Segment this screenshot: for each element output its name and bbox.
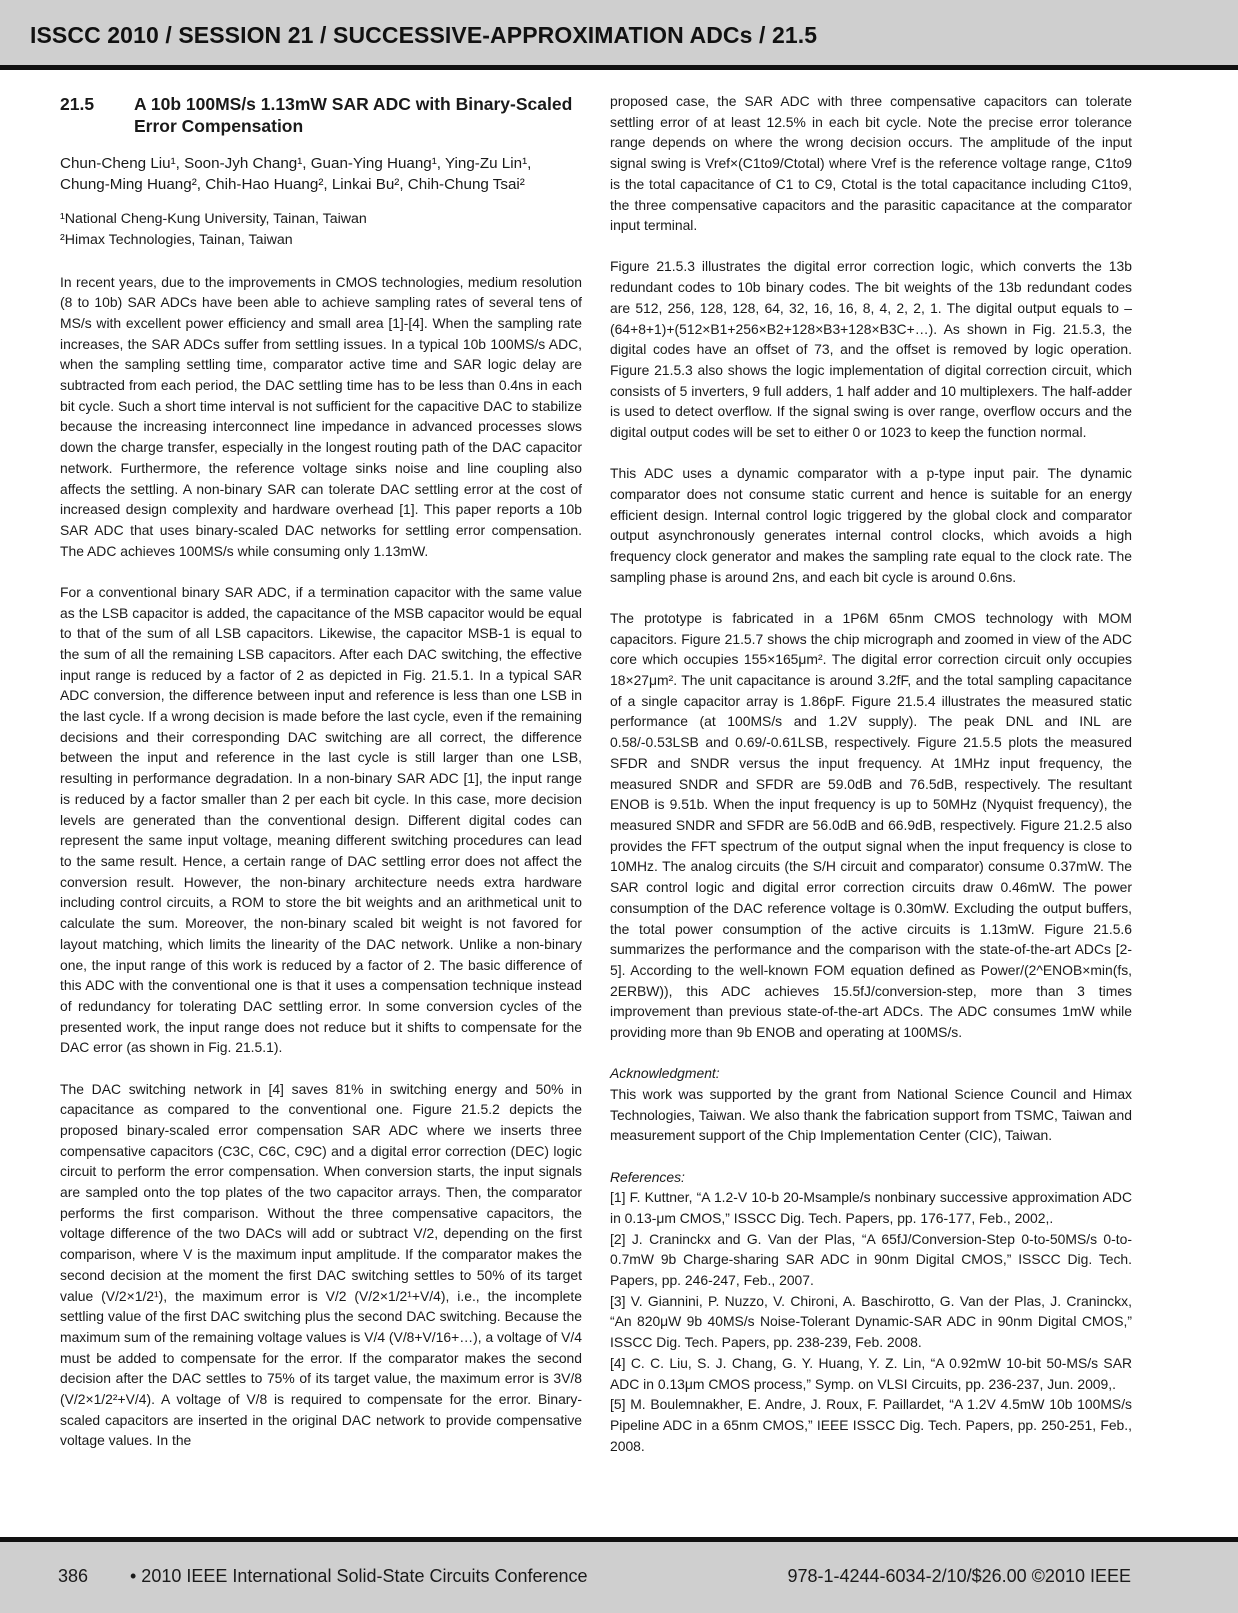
paper-number: 21.5 [60,94,95,114]
body-paragraph-3: The DAC switching network in [4] saves 81% in switching energy and 50% in capacitance as compared to the conventional one. Figure 21.5.2 depicts the proposed binary-scaled error compensation SAR ADC where we inserts three compensative capacitors (C3C, C6C, C9C) and a digital error correction (DEC) logic circuit to perform the error compensation. When conversion starts, the input signals are sampled onto the top plates of the two capacitor arrays. Then, the comparator performs the first comparison. Without the three compensative capacitors, the voltage difference of the two DACs will add or subtract V/2, depending on the first comparison, where V is the maximum input amplitude. If the comparator makes the second decision at the moment the first DAC switching settles to 50% of its target value (V/2×1/2¹), the maximum error is V/2 (V/2×1/2¹+V/4), i.e., the incomplete settling value of the first DAC switching plus the second DAC switching. Because the maximum sum of the remaining voltage values is V/4 (V/8+V/16+…), a voltage of V/4 must be added to compensate for the error. If the comparator makes the second decision after the DAC settles to 75% of its target value, the maximum error is 3V/8 (V/2×1/2²+V/4). A voltage of V/8 is required to compensate for the error. Binary-scaled capacitors are inserted in the original DAC network to provide compensative voltage values. In the [60,1080,582,1449]
reference-item: [2] J. Craninckx and G. Van der Plas, “A 65fJ/Conversion-Step 0-to-50MS/s 0-to-0.7mW 9b Charge-sharing SAR ADC in 90nm Digital CMOS,” ISSCC Dig. Tech. Papers, pp. 246-247, Feb., 2007. [610,1230,1132,1289]
reference-item: [3] V. Giannini, P. Nuzzo, V. Chironi, A. Baschirotto, G. Van der Plas, J. Craninckx, “An 820μW 9b 40MS/s Noise-Tolerant Dynamic-SAR ADC in 90nm Digital CMOS,” ISSCC Dig. Tech. Papers, pp. 238-239, Feb. 2008. [610,1292,1132,1351]
isbn-copyright: 978-1-4244-6034-2/10/$26.00 ©2010 IEEE [787,1566,1131,1586]
page-header [0,0,1238,70]
body-paragraph-1: In recent years, due to the improvements in CMOS technologies, medium resolution (8 to 10b) SAR ADCs have been able to achieve sampling rates of several tens of MS/s with excellent power efficiency and small area [1]-[4]. When the sampling rate increases, the SAR ADCs suffer from settling issues. In a typical 10b 100MS/s ADC, when the sampling settling time, comparator active time and SAR logic delay are subtracted from each period, the DAC settling time has to be less than 0.4ns in each bit cycle. Such a short time interval is not sufficient for the capacitive DAC to stabilize because the increasing interconnect line impedance in advanced processes slows down the charge transfer, especially in the longest routing path of the DAC capacitor network. Furthermore, the reference voltage sinks noise and line coupling also affects the settling. A non-binary SAR can tolerate DAC settling error at the cost of increased design complexity and hardware overhead [1]. This paper reports a 10b SAR ADC that uses binary-scaled DAC networks for settling error compensation. The ADC achieves 100MS/s while consuming only 1.13mW. [60,273,582,559]
body-paragraph-6: This ADC uses a dynamic comparator with a p-type input pair. The dynamic comparator does not consume static current and hence is suitable for an energy efficient design. Internal control logic triggered by the global clock and comparator output asynchronously generates internal control clocks, which avoids a high frequency clock generator and makes the sampling rate equal to the clock rate. The sampling phase is around 2ns, and each bit cycle is around 0.6ns. [610,465,1132,585]
paper-title-text: A 10b 100MS/s 1.13mW SAR ADC with Binary-Scaled Error Compensation [134,94,573,136]
affiliation-1: ¹National Cheng-Kung University, Tainan, Taiwan [60,211,367,227]
acknowledgment-heading: Acknowledgment: [610,1065,720,1082]
body-paragraph-7: The prototype is fabricated in a 1P6M 65nm CMOS technology with MOM capacitors. Figure 21.5.7 shows the chip micrograph and zoomed in view of the ADC core which occupies 155×165μm². The digital error correction circuit only occupies 18×27μm². The unit capacitance is around 3.2fF, and the total sampling capacitance of a single capacitor array is 1.86pF. Figure 21.5.4 illustrates the measured static performance (at 100MS/s and 1.2V supply). The peak DNL and INL are 0.58/-0.53LSB and 0.69/-0.61LSB, respectively. Figure 21.5.5 plots the measured SFDR and SNDR versus the input frequency. At 1MHz input frequency, the measured SNDR and SFDR are 59.0dB and 76.5dB, respectively. The resultant ENOB is 9.51b. When the input frequency is up to 50MHz (Nyquist frequency), the measured SNDR and SFDR are 56.0dB and 66.9dB, respectively. Figure 21.2.5 also provides the FFT spectrum of the output signal when the input frequency is close to 10MHz. The analog circuits (the S/H circuit and comparator) consume 0.37mW. The SAR control logic and digital error correction circuits draw 0.46mW. The power consumption of the DAC reference voltage is 0.30mW. Excluding the output buffers, the total power consumption of the active circuits is 1.13mW. Figure 21.5.6 summarizes the performance and the comparison with the state-of-the-art ADCs [2-5]. According to the well-known FOM equation defined as Power/(2^ENOB×min(fs, 2ERBW)), this ADC achieves 15.5fJ/conversion-step, more than 3 times improvement than previous state-of-the-art ADCs. The ADC consumes 1mW while providing more than 9b ENOB and operating at 100MS/s. [610,609,1132,1041]
right-column [610,91,1132,1456]
reference-list [610,1187,1132,1456]
left-column [60,93,582,1451]
affiliation-2: ²Himax Technologies, Tainan, Taiwan [60,232,293,248]
running-header-title: ISSCC 2010 / SESSION 21 / SUCCESSIVE-APPROXIMATION ADCs / 21.5 [30,22,818,48]
body-paragraph-2: For a conventional binary SAR ADC, if a termination capacitor with the same value as the LSB capacitor is added, the capacitance of the MSB capacitor would be equal to that of the sum of all LSB capacitors. Likewise, the capacitor MSB-1 is equal to the sum of all the remaining LSB capacitors. After each DAC switching, the effective input range is reduced by a factor of 2 as depicted in Fig. 21.5.1. In a typical SAR ADC conversion, the difference between input and reference is less than one LSB in the last cycle. If a wrong decision is made before the last cycle, even if the remaining decisions and their corresponding DAC switching are all correct, the difference between the input and reference in the last cycle is still larger than one LSB, resulting in performance degradation. In a non-binary SAR ADC [1], the input range is reduced by a factor smaller than 2 per each bit cycle. In this case, more decision levels are generated than the conventional design. Different digital codes can represent the same input voltage, meaning different switching procedures can lead to the same result. Hence, a certain range of DAC settling error does not affect the conversion result. However, the non-binary architecture needs extra hardware including control circuits, a ROM to store the bit weights and an arithmetical unit to calculate the sum. Moreover, the non-binary scaled bit weight is not favored for layout matching, which limits the linearity of the DAC network. Unlike a non-binary one, the input range of this work is reduced by a factor of 2. The basic difference of this ADC with the conventional one is that it uses a compensation technique instead of redundancy for tolerating DAC settling error. In some conversion cycles of the presented work, the input range does not reduce but it shifts to compensate for the DAC error (as shown in Fig. 21.5.1). [60,583,582,1056]
acknowledgment-text: This work was supported by the grant from National Science Council and Himax Technologies, Taiwan. We also thank the fabrication support from TSMC, Taiwan and measurement support of the Chip Implementation Center (CIC), Taiwan. [610,1085,1132,1144]
author-list [60,153,582,195]
conference-name: • 2010 IEEE International Solid-State Circuits Conference [130,1566,588,1586]
body-paragraph-5: Figure 21.5.3 illustrates the digital error correction logic, which converts the 13b redundant codes to 10b binary codes. The bit weights of the 13b redundant codes are 512, 256, 128, 128, 64, 32, 16, 16, 8, 4, 2, 2, 1. The digital output equals to –(64+8+1)+(512×B1+256×B2+128×B3+128×B3C+…). As shown in Fig. 21.5.3, the digital codes have an offset of 73, and the offset is removed by logic operation. Figure 21.5.3 also shows the logic implementation of digital correction circuit, which consists of 5 inverters, 9 full adders, 1 half adder and 10 multiplexers. The half-adder is used to detect overflow. If the signal swing is over range, overflow occurs and the digital output codes will be set to either 0 or 1023 to keep the function normal. [610,258,1132,441]
references-heading: References: [610,1168,685,1185]
affiliations [60,209,582,251]
page-footer [0,1537,1238,1613]
authors-line-2: Chung-Ming Huang², Chih-Hao Huang², Linkai Bu², Chih-Chung Tsai² [60,176,525,193]
reference-item: [5] M. Boulemnakher, E. Andre, J. Roux, F. Paillardet, “A 1.2V 4.5mW 10b 100MS/s Pipeline ADC in a 65nm CMOS,” IEEE ISSCC Dig. Tech. Papers, pp. 250-251, Feb., 2008. [610,1396,1132,1454]
reference-item: [1] F. Kuttner, “A 1.2-V 10-b 20-Msample/s nonbinary successive approximation ADC in 0.13-μm CMOS,” ISSCC Dig. Tech. Papers, pp. 176-177, Feb., 2002,. [610,1189,1132,1226]
reference-item: [4] C. C. Liu, S. J. Chang, G. Y. Huang, Y. Z. Lin, “A 0.92mW 10-bit 50-MS/s SAR ADC in 0.13μm CMOS process,” Symp. on VLSI Circuits, pp. 236-237, Jun. 2009,. [610,1354,1132,1392]
paper-title [60,93,582,137]
authors-line-1: Chun-Cheng Liu¹, Soon-Jyh Chang¹, Guan-Ying Huang¹, Ying-Zu Lin¹, [60,155,532,172]
page-number: 386 [58,1566,89,1586]
body-paragraph-4: proposed case, the SAR ADC with three compensative capacitors can tolerate settling error of at least 12.5% in each bit cycle. Note the precise error tolerance range depends on where the wrong decision occurs. The amplitude of the input signal swing is Vref×(C1to9/Ctotal) where Vref is the reference voltage range, C1to9 is the total capacitance of C1 to C9, Ctotal is the total capacitance including C1to9, the three compensative capacitors and the parasitic capacitance at the comparator input terminal. [610,93,1132,234]
